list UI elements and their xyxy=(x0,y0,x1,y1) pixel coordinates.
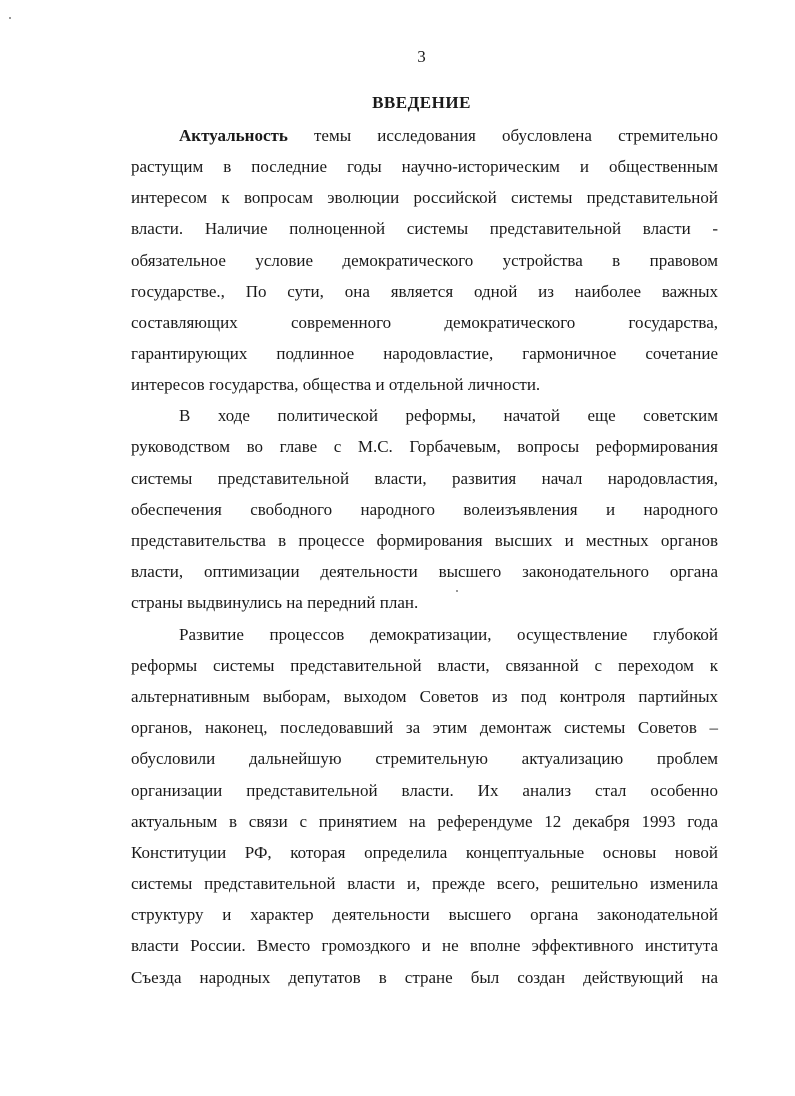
paragraph-1-line-5: обязательное условие демократического устройства в правовом xyxy=(131,251,718,270)
keyword-bold: Актуальность xyxy=(179,126,288,145)
paragraph-3-line-7: актуальным в связи с принятием на референдуме 12 декабря 1993 года xyxy=(131,812,718,831)
paragraph-1-line-4: власти. Наличие полноценной системы представительной власти - xyxy=(131,219,718,238)
paragraph-3-line-8: Конституции РФ, которая определила концептуальные основы новой xyxy=(131,843,718,862)
paragraph-1-line-9: интересов государства, общества и отдельной личности. xyxy=(131,375,541,394)
paragraph-2-line-1: В ходе политической реформы, начатой еще советским xyxy=(179,406,718,425)
paragraph-3-line-1: Развитие процессов демократизации, осуществление глубокой xyxy=(179,625,718,644)
paragraph-2-line-5: представительства в процессе формирования высших и местных органов xyxy=(131,531,718,550)
paragraph-3-line-10: структуру и характер деятельности высшего органа законодательной xyxy=(131,905,718,924)
paragraph-3-line-3: альтернативным выборам, выходом Советов из под контроля партийных xyxy=(131,687,718,706)
paragraph-1-line-3: интересом к вопросам эволюции российской системы представительной xyxy=(131,188,718,207)
paragraph-2-line-3: системы представительной власти, развития начал народовластия, xyxy=(131,469,718,488)
paragraph-3-line-9: системы представительной власти и, прежде всего, решительно изменила xyxy=(131,874,718,893)
paragraph-3-line-2: реформы системы представительной власти, связанной с переходом к xyxy=(131,656,718,675)
paragraph-1-line-1 xyxy=(179,125,718,147)
paragraph-3-line-12: Съезда народных депутатов в стране был создан действующий на xyxy=(131,968,718,987)
paragraph-2-line-2: руководством во главе с М.С. Горбачевым, вопросы реформирования xyxy=(131,437,718,456)
paragraph-2-line-4: обеспечения свободного народного волеизъявления и народного xyxy=(131,500,718,519)
paragraph-3-line-6: организации представительной власти. Их анализ стал особенно xyxy=(131,781,718,800)
page-number: 3 xyxy=(417,47,426,66)
scan-speck xyxy=(456,590,458,592)
paragraph-2-line-6: власти, оптимизации деятельности высшего законодательного органа xyxy=(131,562,718,581)
paragraph-2-line-7: страны выдвинулись на передний план. xyxy=(131,593,419,612)
paragraph-3-line-11: власти России. Вместо громоздкого и не вполне эффективного института xyxy=(131,936,718,955)
paragraph-3-line-5: обусловили дальнейшую стремительную актуализацию проблем xyxy=(131,749,718,768)
paragraph-3-line-4: органов, наконец, последовавший за этим демонтаж системы Советов – xyxy=(131,718,718,737)
paragraph-1-line-8: гарантирующих подлинное народовластие, гармоничное сочетание xyxy=(131,344,718,363)
line-text: темы исследования обусловлена стремительно xyxy=(287,126,718,145)
scan-speck xyxy=(9,17,11,19)
section-heading: ВВЕДЕНИЕ xyxy=(372,93,471,112)
paragraph-1-line-6: государстве., По сути, она является одной из наиболее важных xyxy=(131,282,718,301)
paragraph-1-line-7: составляющих современного демократического государства, xyxy=(131,313,718,332)
paragraph-1-line-2: растущим в последние годы научно-историческим и общественным xyxy=(131,157,718,176)
